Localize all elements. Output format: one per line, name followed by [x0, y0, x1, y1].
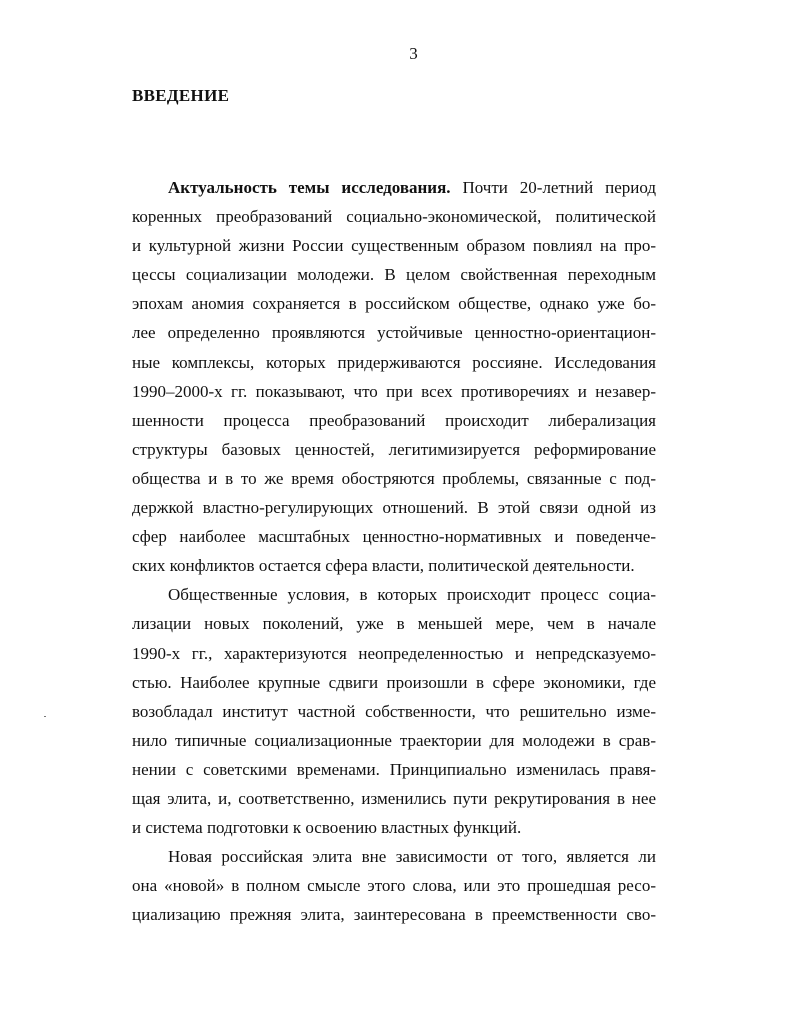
text-line: нении с советскими временами. Принципиально изменилась правя- — [132, 759, 656, 779]
text-line-rest: Почти 20-летний период — [450, 178, 657, 197]
text-line: возобладал институт частной собственности, что решительно изме- — [132, 701, 656, 721]
text-line: ских конфликтов остается сфера власти, политической деятельности. — [132, 556, 635, 576]
text-line: стью. Наиболее крупные сдвиги произошли в сфере экономики, где — [132, 672, 656, 692]
text-line: циализацию прежняя элита, заинтересована в преемственности сво- — [132, 905, 656, 925]
text-line: шенности процесса преобразований происходит либерализация — [132, 410, 656, 430]
text-line: и культурной жизни России существенным образом повлиял на про- — [132, 236, 656, 256]
text-line: щая элита, и, соответственно, изменились пути рекрутирования в нее — [132, 788, 656, 808]
text-line: 1990-х гг., характеризуются неопределенностью и непредсказуемо- — [132, 643, 656, 663]
body-text — [132, 173, 656, 929]
text-line: Новая российская элита вне зависимости от того, является ли — [168, 847, 656, 867]
text-line: она «новой» в полном смысле этого слова, или это прошедшая ресо- — [132, 876, 656, 896]
page-number: 3 — [409, 44, 418, 63]
text-line: коренных преобразований социально-экономической, политической — [132, 207, 656, 227]
text-line: общества и в то же время обостряются проблемы, связанные с под- — [132, 468, 656, 488]
text-line: лее определенно проявляются устойчивые ценностно-ориентацион- — [132, 323, 656, 343]
section-lead: Актуальность темы исследования. — [168, 178, 451, 197]
text-line: лизации новых поколений, уже в меньшей мере, чем в начале — [132, 614, 656, 634]
scan-speck — [44, 716, 46, 717]
text-line: структуры базовых ценностей, легитимизируется реформирование — [132, 439, 656, 459]
text-line: эпохам аномия сохраняется в российском обществе, однако уже бо- — [132, 294, 656, 314]
text-line: цессы социализации молодежи. В целом свойственная переходным — [132, 265, 656, 285]
text-line: держкой властно-регулирующих отношений. В этой связи одной из — [132, 498, 656, 518]
text-line — [132, 173, 656, 202]
text-line: ные комплексы, которых придерживаются россияне. Исследования — [132, 352, 656, 372]
text-line: Общественные условия, в которых происходит процесс социа- — [168, 585, 656, 605]
text-line: 1990–2000-х гг. показывают, что при всех противоречиях и незавер- — [132, 381, 656, 401]
text-line: и система подготовки к освоению властных функций. — [132, 818, 522, 838]
text-line: нило типичные социализационные траектории для молодежи в срав- — [132, 730, 656, 750]
page-title: ВВЕДЕНИЕ — [132, 86, 230, 105]
text-line: сфер наиболее масштабных ценностно-нормативных и поведенче- — [132, 527, 656, 547]
